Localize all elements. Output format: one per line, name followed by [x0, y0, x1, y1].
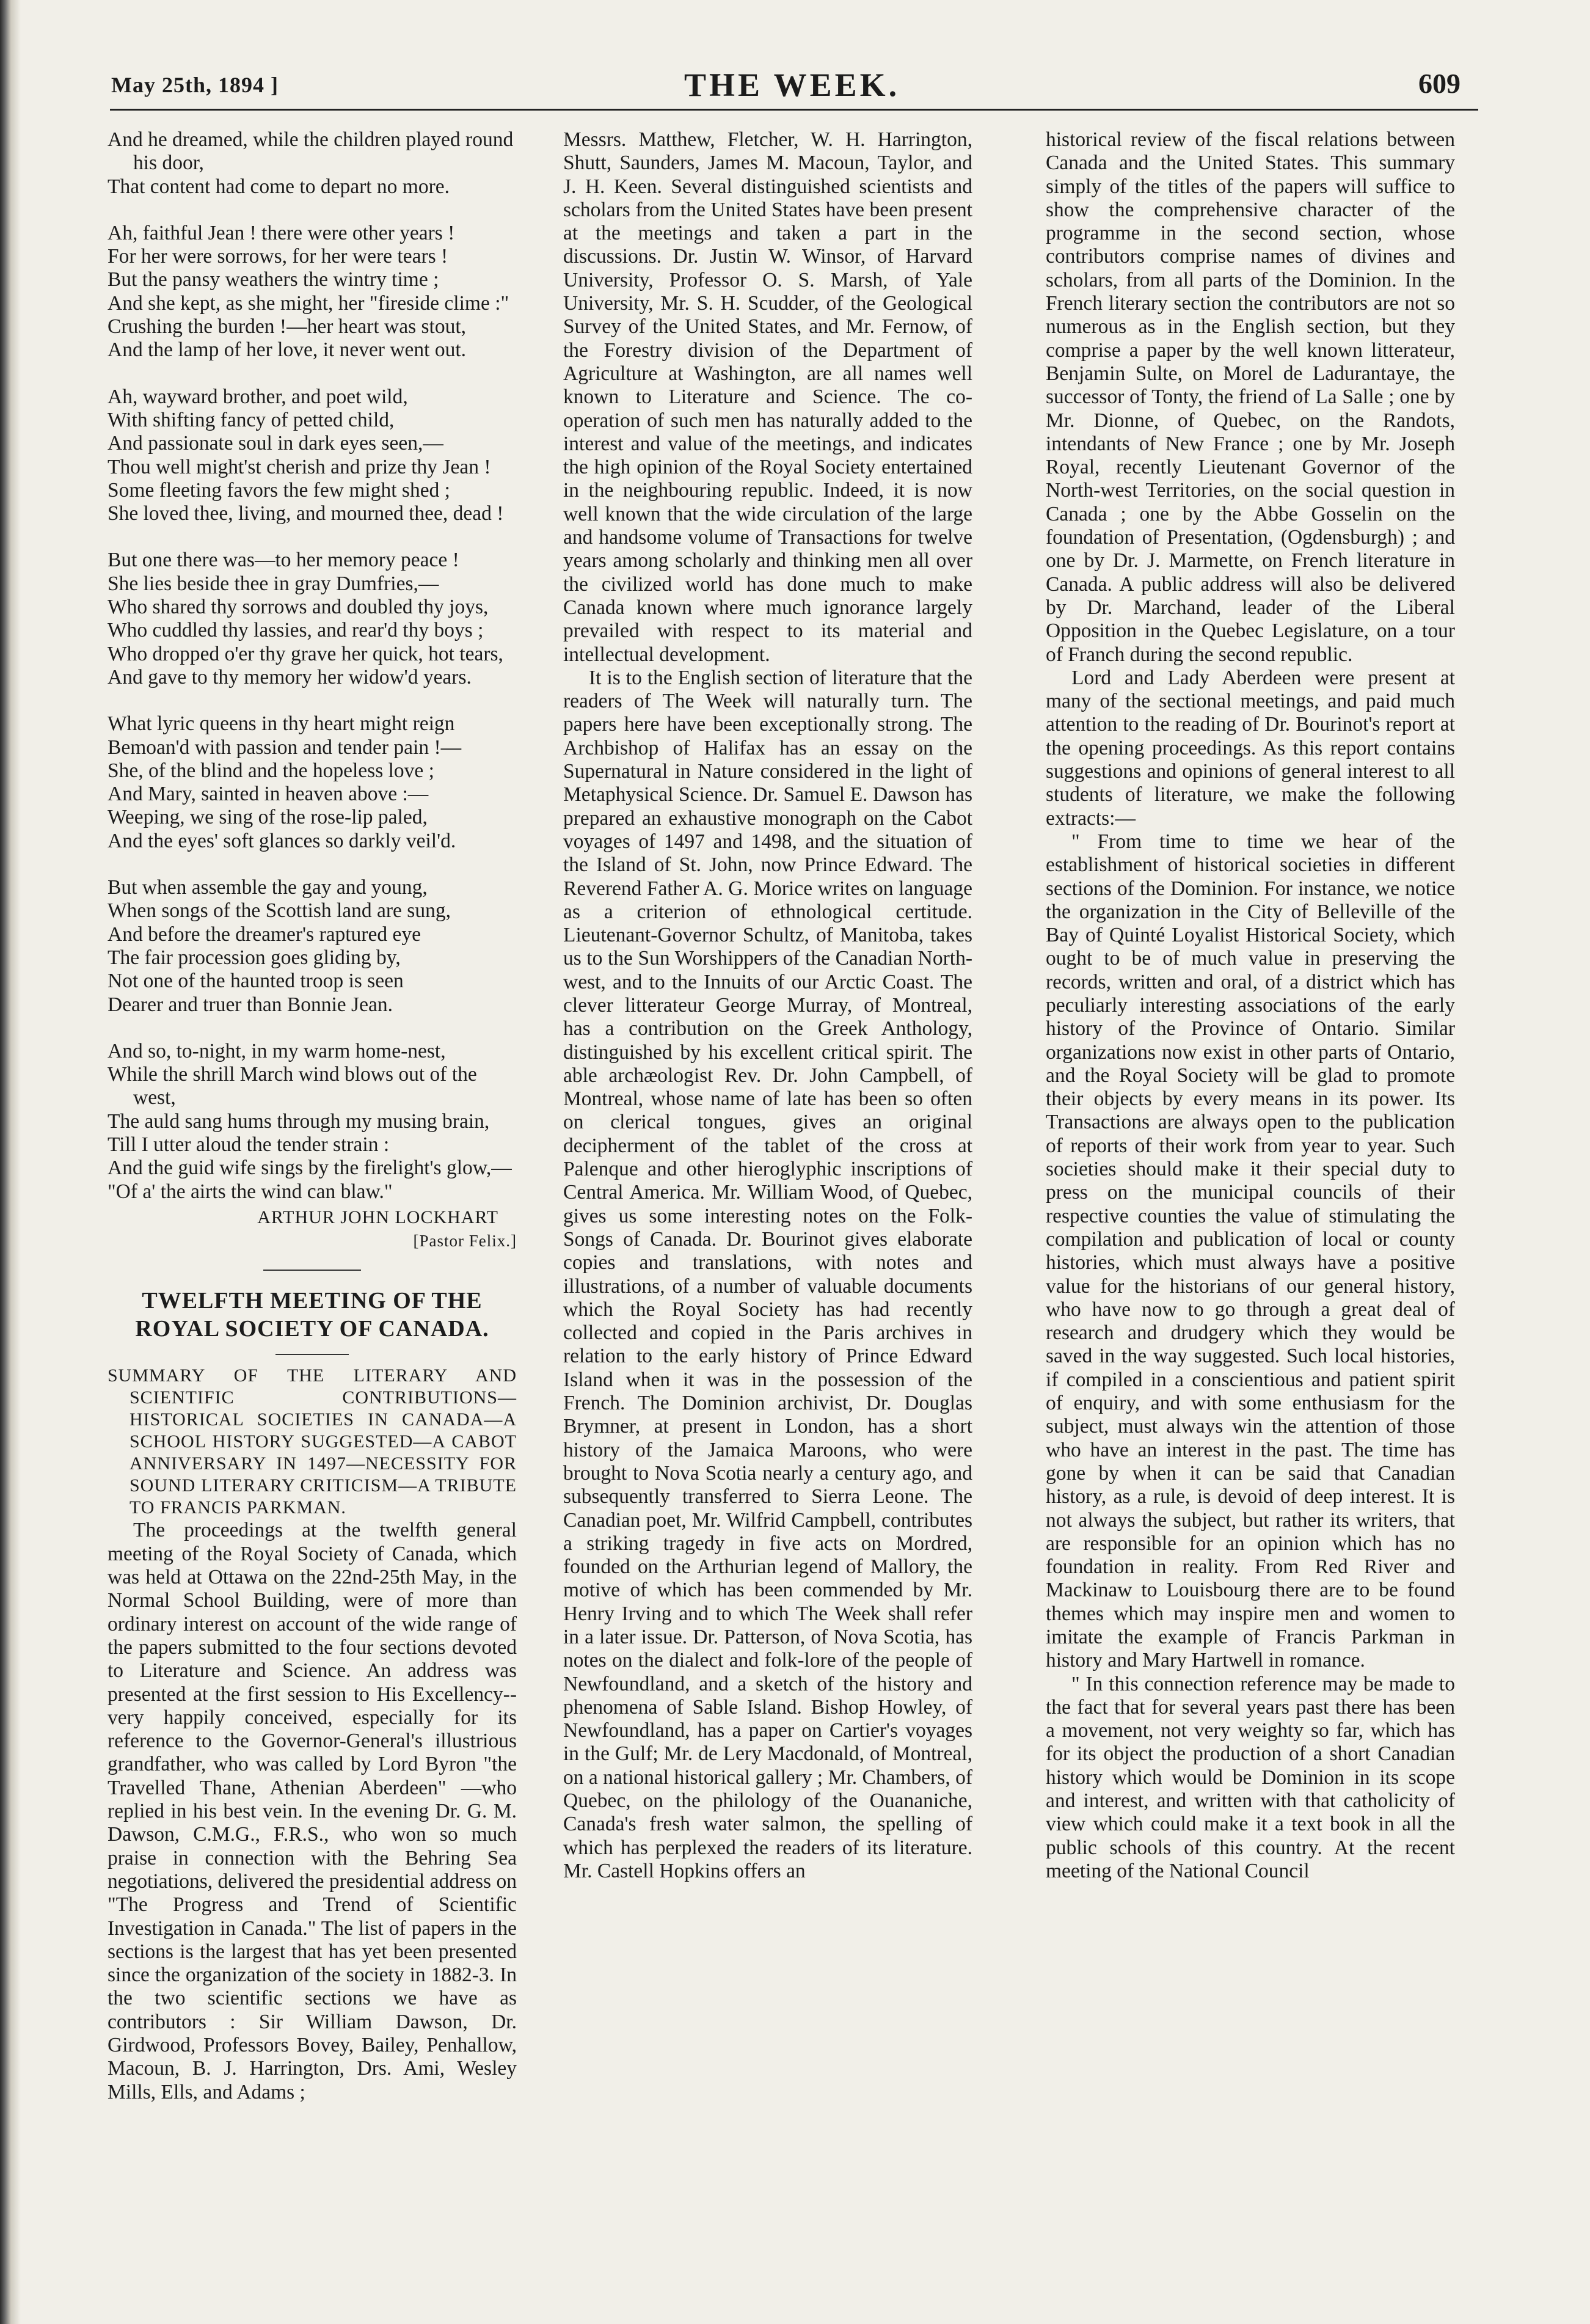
article-paragraph: historical review of the fiscal relations between Canada and the United States. This summary simply of the titles of the papers will suffice to show the comprehensive character of the programme in the second section, whose contributors comprise names of divines and scholars, from all parts of the Dominion. In the French literary section the contributors are not so numerous as in the English section, but they comprise a paper by the well known litterateur, Benjamin Sulte, on Morel de Ladurantaye, the successor of Tonty, the friend of La Salle ; one by Mr. Dionne, of Quebec, on the Randots, intendants of New France ; one by Mr. Joseph Royal, recently Lieutenant Governor of the North-west Territories, on the social question in Canada ; one by the Abbe Gosselin on the foundation of Presentation, (Ogdensburgh) ; and one by Dr. J. Marmette, on French literature in Canada. A public address will also be delivered by Dr. Marchand, leader of the Liberal Opposition in the Quebec Legislature, on a tour of Franch during the second republic. [1046, 128, 1455, 666]
article-headline: TWELFTH MEETING OF THE ROYAL SOCIETY OF CANADA. [135, 1288, 489, 1342]
poem-line: But the pansy weathers the wintry time ; [108, 268, 439, 291]
poem-line: When songs of the Scottish land are sung, [108, 899, 451, 923]
poem-line: And the eyes' soft glances so darkly veil'd. [108, 829, 456, 852]
poem-line: While the shrill March wind blows out of the west, [108, 1063, 477, 1109]
poem-line: That content had come to depart no more. [108, 175, 450, 198]
poem-line: Weeping, we sing of the rose-lip paled, [108, 806, 428, 829]
poem-line: Thou well might'st cherish and prize thy Jean ! [108, 455, 491, 478]
poem-line: Ah, wayward brother, and poet wild, [108, 385, 408, 408]
poem-pseudonym: [Pastor Felix.] [413, 1232, 517, 1251]
column-3 [1046, 128, 1455, 1883]
poem-line: She loved thee, living, and mourned thee, dead ! [108, 502, 504, 525]
headline-rule [275, 1354, 349, 1355]
poem-line: And Mary, sainted in heaven above :— [108, 783, 429, 806]
article-paragraph: Lord and Lady Aberdeen were present at many of the sectional meetings, and paid much attention to the reading of Dr. Bourinot's report at the opening proceedings. As this report contains suggestions and opinions of general interest to all students of literature, we make the following extracts:— [1046, 666, 1455, 830]
masthead-title: THE WEEK. [684, 67, 900, 103]
poem-line: Not one of the haunted troop is seen [108, 970, 404, 993]
poem-line: And before the dreamer's raptured eye [108, 923, 421, 946]
poem-line: She lies beside thee in gray Dumfries,— [108, 572, 439, 595]
article-paragraph: Messrs. Matthew, Fletcher, W. H. Harrington, Shutt, Saunders, James M. Macoun, Taylor, and J. H. Keen. Several distinguished scientists and scholars from the United States have been present at the meetings and taken a part in the discussions. Dr. Justin W. Winsor, of Harvard University, Professor O. S. Marsh, of Yale University, Mr. S. H. Scudder, of the Geological Survey of the United States, and Mr. Fernow, of the Forestry division of the Department of Agriculture at Washington, are all names well known to Literature and Science. The co-operation of such men has naturally added to the interest and value of the meetings, and indicates the high opinion of the Royal Society entertained in the neighbouring republic. Indeed, it is now well known that the wide circulation of the large and handsome volume of Transactions for twelve years among scholarly and thinking men all over the civilized world has done much to make Canada known where much ignorance largely prevailed with respect to its material and intellectual development. [563, 128, 972, 666]
poem-stanza [108, 876, 517, 1017]
poem-line: The auld sang hums through my musing brain, [108, 1109, 490, 1133]
poem-line: Crushing the burden !—her heart was stout, [108, 315, 467, 338]
poem-line: Who dropped o'er thy grave her quick, hot tears, [108, 642, 503, 665]
poem-line: Some fleeting favors the few might shed ; [108, 478, 450, 502]
poem-line: Ah, faithful Jean ! there were other years ! [108, 221, 455, 244]
poem-line: And the guid wife sings by the firelight's glow,— [108, 1157, 512, 1180]
poem-line: And the lamp of her love, it never went out. [108, 338, 467, 362]
page-number: 609 [1418, 68, 1461, 99]
poem-line: Bemoan'd with passion and tender pain !— [108, 736, 462, 759]
poem-line: She, of the blind and the hopeless love ; [108, 759, 434, 782]
poem-line: What lyric queens in thy heart might reign [108, 712, 455, 736]
poem-line: Who shared thy sorrows and doubled thy joys, [108, 596, 489, 619]
section-separator [263, 1270, 361, 1271]
poem-line: And so, to-night, in my warm home-nest, [108, 1039, 446, 1062]
column-1 [108, 128, 517, 2104]
article-summary: SUMMARY OF THE LITERARY AND SCIENTIFIC CONTRIBUTIONS—HISTORICAL SOCIETIES IN CANADA—A SCHOOL HISTORY SUGGESTED—A CABOT ANNIVERSARY IN 1497—NECESSITY FOR SOUND LITERARY CRITICISM—A TRIBUTE TO FRANCIS PARKMAN. [108, 1365, 517, 1518]
poem-line: Till I utter aloud the tender strain : [108, 1133, 390, 1156]
poem-line: For her were sorrows, for her were tears ! [108, 245, 448, 268]
quoted-paragraph: " From time to time we hear of the establishment of historical societies in different sections of the Dominion. For instance, we notice the organization in the City of Belleville of the Bay of Quinté Loyalist Historical Society, which ought to be of much value in preserving the records, written and oral, of a district which has peculiarly interesting associations of the early history of the Province of Ontario. Similar organizations now exist in other parts of Ontario, and the Royal Society will be glad to promote their objects by every means in its power. Its Transactions are always open to the publication of reports of their work from year to year. Such societies should make it their special duty to press on the municipal councils of their respective counties the value of stimulating the compilation and publication of local or county histories, which must always have a positive value for the historians of our general history, who have now to go through a great deal of research and drudgery which they would be saved in the way suggested. Such local histories, if compiled in a conscientious and patient spirit of enquiry, and with some enthusiasm for the subject, must always win the attention of those who have an interest in the past. The time has gone by when it can be said that Canadian history, as a rule, is devoid of deep interest. It is not always the subject, but rather its writers, that are responsible for an opinion which has no foundation in reality. From Red River and Mackinaw to Louisbourg there are to be found themes which may inspire men and women to imitate the example of Francis Parkman in history and Mary Hartwell in romance. [1046, 830, 1455, 1672]
poem-line: And she kept, as she might, her "fireside clime :" [108, 291, 509, 315]
poem-stanza [108, 222, 517, 362]
poem-line: Dearer and truer than Bonnie Jean. [108, 993, 393, 1016]
poem-line: And gave to thy memory her widow'd years. [108, 665, 472, 689]
header-rule [110, 109, 1478, 111]
poem-line: And passionate soul in dark eyes seen,— [108, 432, 443, 455]
article-paragraph: The proceedings at the twelfth general meeting of the Royal Society of Canada, which was held at Ottawa on the 22nd-25th May, in the Normal School Building, were of more than ordinary interest on account of the wide range of the papers submitted to the four sections devoted to Literature and Science. An address was presented at the first session to His Excellency--very happily conceived, especially for its reference to the Governor-General's illustrious grandfather, who was called by Lord Byron "the Travelled Thane, Athenian Aberdeen" —who replied in his best vein. In the evening Dr. G. M. Dawson, C.M.G., F.R.S., who won so much praise in connection with the Behring Sea negotiations, delivered the presidential address on "The Progress and Trend of Scientific Investigation in Canada." The list of papers in the sections is the largest that has yet been presented since the organization of the society in 1882-3. In the two scientific sections we have as contributors : Sir William Dawson, Dr. Girdwood, Professors Bovey, Bailey, Penhallow, Macoun, B. J. Harrington, Drs. Ami, Wesley Mills, Ells, and Adams ; [108, 1519, 517, 2103]
column-2 [563, 128, 972, 1883]
article-paragraph: It is to the English section of literature that the readers of The Week will naturally turn. The papers here have been exceptionally strong. The Archbishop of Halifax has an essay on the Supernatural in Nature considered in the light of Metaphysical Science. Dr. Samuel E. Dawson has prepared an exhaustive monograph on the Cabot voyages of 1497 and 1498, and the situation of the Island of St. John, now Prince Edward. The Reverend Father A. G. Morice writes on language as a criterion of ethnological certitude. Lieutenant-Governor Schultz, of Manitoba, takes us to the Sun Worshippers of the Canadian North-west, and to the Innuits of our Arctic Coast. The clever litterateur George Murray, of Montreal, has a contribution on the Greek Anthology, distinguished by his excellent critical spirit. The able archæologist Rev. Dr. John Campbell, of Montreal, whose name of late has been so often on clerical tongues, gives an original decipherment of the tablet of the cross at Palenque and other hieroglyphic inscriptions of Central America. Mr. William Wood, of Quebec, gives us some interesting notes on the Folk-Songs of Canada. Dr. Bourinot gives elaborate copies and translations, with notes and illustrations, of a number of valuable documents which the Royal Society has had recently collected and copied in the Paris archives in relation to the early history of Prince Edward Island when it was in the possession of the French. The Dominion archivist, Dr. Douglas Brymner, at present in London, has a short history of the Jamaica Maroons, who were brought to Nova Scotia nearly a century ago, and subsequently transferred to Sierra Leone. The Canadian poet, Mr. Wilfrid Campbell, contributes a striking tragedy in five acts on Mordred, founded on the Arthurian legend of Mallory, the motive of which has been commended by Mr. Henry Irving and to which The Week shall refer in a later issue. Dr. Patterson, of Nova Scotia, has notes on the dialect and folk-lore of the people of Newfoundland, and a sketch of the history and phenomena of Sable Island. Bishop Howley, of Newfoundland, has a paper on Cartier's voyages in the Gulf; Mr. de Lery Macdonald, of Montreal, on a national historical gallery ; Mr. Chambers, of Quebec, on the philology of the Ouananiche, Canada's fresh water salmon, the spelling of which has perplexed the readers of its literature. Mr. Castell Hopkins offers an [563, 666, 972, 1882]
poem-author: ARTHUR JOHN LOCKHART [257, 1207, 498, 1227]
quoted-paragraph: " In this connection reference may be made to the fact that for several years past there has been a movement, not very weighty so far, which has for its object the production of a short Canadian history which would be Dominion in its scope and interest, and written with that catholicity of view which could make it a text book in all the public schools of this country. At the recent meeting of the National Council [1046, 1672, 1455, 1882]
poem-stanza [108, 128, 517, 199]
issue-date: May 25th, 1894 ] [111, 73, 279, 97]
poem-stanza [108, 549, 517, 689]
poem-stanza [108, 386, 517, 526]
poem-line: But one there was—to her memory peace ! [108, 549, 459, 572]
poem-line: With shifting fancy of petted child, [108, 408, 395, 431]
poem-line: "Of a' the airts the wind can blaw." [108, 1180, 393, 1203]
poem-line: And he dreamed, while the children played round his door, [108, 128, 514, 175]
poem-line: But when assemble the gay and young, [108, 876, 428, 899]
poem-stanza [108, 712, 517, 853]
poem-line: The fair procession goes gliding by, [108, 946, 401, 969]
poem-stanza [108, 1040, 517, 1204]
poem-line: Who cuddled thy lassies, and rear'd thy boys ; [108, 619, 484, 642]
